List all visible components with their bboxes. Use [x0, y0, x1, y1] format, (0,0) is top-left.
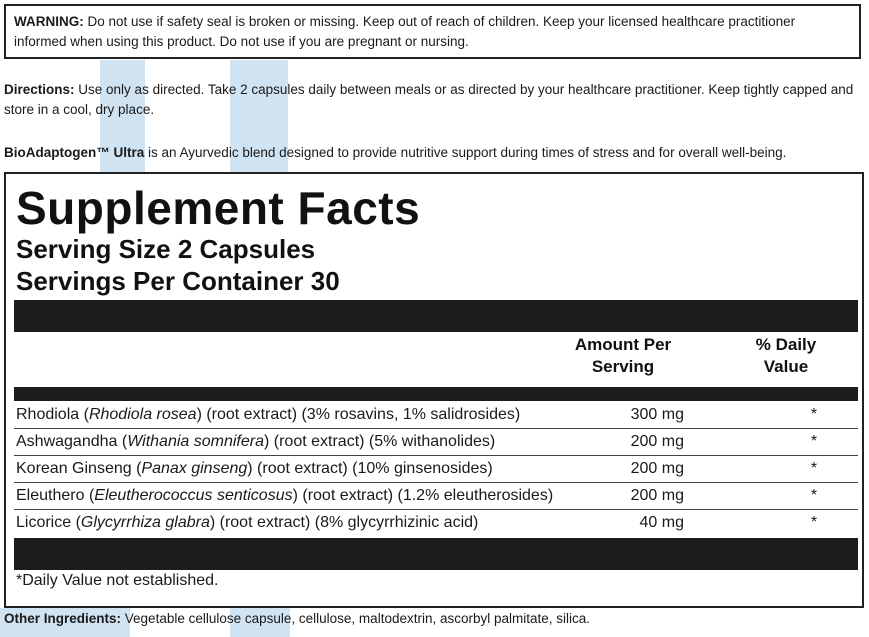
ingredient-name: Ashwagandha (Withania somnifera) (root extract) (5% withanolides)	[16, 433, 496, 450]
warning-box	[4, 4, 861, 59]
serving-size: Serving Size 2 Capsules	[16, 234, 316, 264]
ingredient-row	[14, 482, 858, 510]
directions-label: Directions:	[4, 82, 75, 97]
ingredient-name: Licorice (Glycyrrhiza glabra) (root extract) (8% glycyrrhizinic acid)	[16, 514, 479, 531]
ingredient-row	[14, 509, 858, 536]
ingredient-amount: 300 mg	[630, 406, 684, 423]
ingredient-amount: 200 mg	[630, 487, 684, 504]
ingredient-amount: 200 mg	[630, 433, 684, 450]
dv-header-line1: % Daily	[755, 335, 817, 354]
ingredient-dv: *	[810, 433, 818, 450]
directions-text: Use only as directed. Take 2 capsules daily between meals or as directed by your healthcare practitioner. Keep tightly capped and store in a cool, dry place.	[4, 82, 854, 117]
ingredient-row	[14, 401, 858, 429]
ingredient-dv: *	[810, 514, 818, 531]
other-ingredients-text: Vegetable cellulose capsule, cellulose, maltodextrin, ascorbyl palmitate, silica.	[124, 611, 591, 626]
thick-divider-top	[14, 300, 858, 332]
ingredient-name: Eleuthero (Eleutherococcus senticosus) (root extract) (1.2% eleutherosides)	[16, 487, 554, 504]
amount-header-line2: Serving	[591, 357, 655, 376]
product-description	[4, 143, 862, 163]
supplement-facts-panel	[4, 172, 864, 608]
warning-text: Do not use if safety seal is broken or missing. Keep out of reach of children. Keep your licensed healthcare practitioner informed when using this product. Do not use if you are pregnant or nursing.	[14, 14, 796, 49]
other-ingredients	[4, 611, 590, 626]
ingredient-dv: *	[810, 460, 818, 477]
ingredient-amount: 200 mg	[630, 460, 684, 477]
daily-value-header	[734, 334, 838, 378]
directions-paragraph	[4, 80, 862, 120]
daily-value-footnote: *Daily Value not established.	[16, 572, 219, 589]
dv-header-line2: Value	[763, 357, 809, 376]
ingredient-name: Rhodiola (Rhodiola rosea) (root extract) (3% rosavins, 1% salidrosides)	[16, 406, 521, 423]
ingredient-dv: *	[810, 487, 818, 504]
amount-header-line1: Amount Per	[574, 335, 672, 354]
ingredient-amount: 40 mg	[639, 514, 684, 531]
amount-per-serving-header	[558, 334, 688, 378]
ingredient-dv: *	[810, 406, 818, 423]
ingredient-row	[14, 455, 858, 483]
product-brand: BioAdaptogen™ Ultra	[4, 145, 145, 160]
ingredient-row	[14, 428, 858, 456]
ingredient-name: Korean Ginseng (Panax ginseng) (root extract) (10% ginsenosides)	[16, 460, 493, 477]
product-description-text: is an Ayurvedic blend designed to provide nutritive support during times of stress and for overall well-being.	[148, 145, 787, 160]
other-ingredients-label: Other Ingredients:	[4, 611, 122, 626]
thick-divider-middle	[14, 387, 858, 401]
servings-per-container: Servings Per Container 30	[16, 266, 340, 296]
warning-label: WARNING:	[14, 14, 84, 29]
facts-title: Supplement Facts	[16, 182, 421, 234]
thick-divider-bottom	[14, 538, 858, 570]
